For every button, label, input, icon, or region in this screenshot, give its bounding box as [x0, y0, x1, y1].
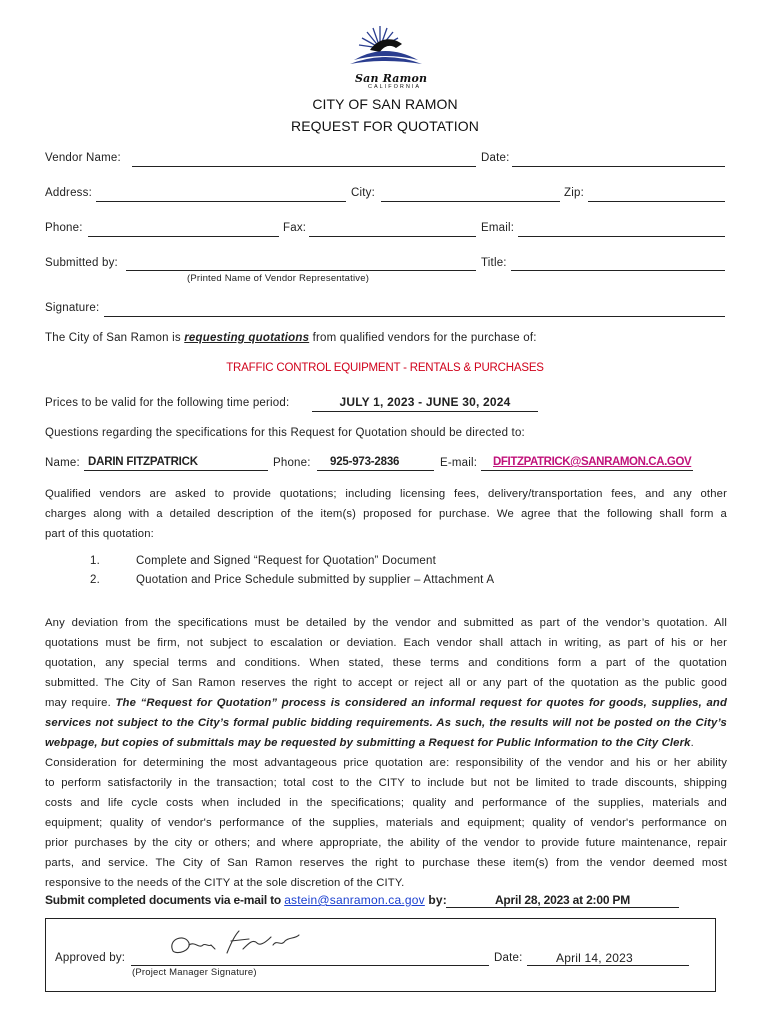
deviation-line: responsive to the needs of the CITY at the sole discretion of the CITY.: [45, 877, 405, 889]
submission-deadline: April 28, 2023 at 2:00 PM: [494, 893, 631, 907]
item-description: TRAFFIC CONTROL EQUIPMENT - RENTALS & PURCHASES: [226, 362, 544, 374]
deviation-line: costs and life cycle costs when included in the specifications; quality and performance of the supplies, materials and: [45, 797, 727, 809]
contact-email-line: [481, 470, 693, 471]
list-number: 2.: [90, 574, 100, 586]
intro-after: from qualified vendors for the purchase of:: [309, 332, 537, 344]
zip-label: Zip:: [564, 187, 584, 199]
submitted-by-label: Submitted by:: [45, 257, 118, 269]
page-title: CITY OF SAN RAMON: [312, 96, 458, 112]
deviation-line: parts, and service. The City of San Ramon reserves the right to purchase these item(s) from the vendor deemed most: [45, 857, 727, 869]
email-label: Email:: [481, 222, 515, 234]
approved-by-label: Approved by:: [55, 952, 126, 964]
city-label: City:: [351, 187, 375, 199]
intro-text: [45, 332, 537, 344]
contact-name-label: Name:: [45, 457, 80, 469]
list-number: 1.: [90, 555, 100, 567]
validity-label: Prices to be valid for the following time period:: [45, 397, 290, 409]
approved-by-line: [131, 965, 489, 966]
deviation-line: quotation, any special terms and conditions. When stated, these terms and conditions form a part of the quotation: [45, 657, 727, 669]
deviation-line: [45, 733, 727, 753]
signature-label: Signature:: [45, 302, 100, 314]
vendor-name-label: Vendor Name:: [45, 152, 121, 164]
deviation-line: [45, 693, 727, 713]
approval-date-line: [527, 965, 689, 966]
city-field[interactable]: [381, 201, 560, 202]
submit-text: Submit completed documents via e-mail to: [45, 893, 285, 907]
phone-label: Phone:: [45, 222, 83, 234]
informal-request-notice: webpage, but copies of submittals may be requested by submitting a Request for Public Information to the City Clerk: [45, 737, 691, 749]
informal-request-notice: services not subject to the City’s formal public bidding requirements. As such, the results will not be posted on the City’s: [45, 717, 727, 729]
deviation-line: Consideration for determining the most advantageous price quotation are: responsibility of the vendor and his or her ability: [45, 757, 727, 769]
address-field[interactable]: [96, 201, 346, 202]
qualified-paragraph: [45, 484, 727, 544]
qualified-line: Qualified vendors are asked to provide quotations; including licensing fees, delivery/transportation fees, and any other: [45, 488, 727, 500]
contact-name-line: [84, 470, 268, 471]
contact-name: DARIN FITZPATRICK: [88, 456, 198, 468]
submitted-by-field[interactable]: [126, 270, 476, 271]
contact-phone-label: Phone:: [273, 457, 311, 469]
fax-field[interactable]: [309, 236, 476, 237]
zip-field[interactable]: [588, 201, 725, 202]
printed-name-note: (Printed Name of Vendor Representative): [187, 273, 370, 284]
title-label: Title:: [481, 257, 507, 269]
intro-emphasis: requesting quotations: [184, 332, 310, 344]
address-label: Address:: [45, 187, 92, 199]
list-item: Complete and Signed “Request for Quotation” Document: [136, 555, 436, 567]
date-label: Date:: [481, 152, 510, 164]
logo-subtitle: CALIFORNIA: [368, 84, 422, 90]
intro-before: The City of San Ramon is: [45, 332, 185, 344]
list-item: Quotation and Price Schedule submitted by supplier – Attachment A: [136, 574, 495, 586]
fax-label: Fax:: [283, 222, 307, 234]
date-field[interactable]: [512, 166, 725, 167]
logo-wordmark: San Ramon: [355, 72, 428, 85]
deviation-line: to perform satisfactorily in the transaction; total cost to the CITY to include but not be limited to trade discounts, shipping: [45, 777, 727, 789]
approval-date: April 14, 2023: [556, 951, 633, 965]
deviation-paragraph: [45, 613, 727, 893]
phone-field[interactable]: [88, 236, 279, 237]
contact-email-label: E-mail:: [440, 457, 478, 469]
deviation-text: .: [690, 737, 694, 749]
qualified-line: charges along with a detailed description of the item(s) proposed for purchase. We agree that the following shall form a: [45, 508, 727, 520]
vendor-name-field[interactable]: [132, 166, 476, 167]
page-subtitle: REQUEST FOR QUOTATION: [291, 118, 479, 134]
title-field[interactable]: [511, 270, 725, 271]
deviation-text: may require.: [45, 697, 116, 709]
validity-line: [312, 411, 538, 412]
validity-value: JULY 1, 2023 - JUNE 30, 2024: [339, 395, 511, 409]
handwritten-signature: [165, 925, 315, 965]
contact-email-link[interactable]: DFITZPATRICK@SANRAMON.CA.GOV: [493, 456, 692, 468]
deadline-line: [446, 907, 679, 908]
signature-field[interactable]: [104, 316, 725, 317]
submit-instructions: [45, 893, 447, 907]
project-manager-note: (Project Manager Signature): [132, 967, 257, 978]
deviation-line: quotations must be firm, not subject to escalation or deviation. Each vendor shall attach in writing, as part of his or her: [45, 637, 727, 649]
approval-date-label: Date:: [494, 952, 523, 964]
deviation-line: equipment; quality of vendor's performance of the supplies, materials and equipment; quality of vendor's performance on: [45, 817, 727, 829]
informal-request-notice: The “Request for Quotation” process is considered an informal request for quotes for goods, supplies, and: [115, 697, 728, 709]
questions-text: Questions regarding the specifications for this Request for Quotation should be directed to:: [45, 427, 525, 439]
submit-by: by:: [424, 893, 447, 907]
deviation-line: prior purchases by the city or others; and where appropriate, the ability of the vendor to provide future maintenance, repair: [45, 837, 727, 849]
contact-phone-line: [317, 470, 434, 471]
email-field[interactable]: [518, 236, 725, 237]
deviation-line: Any deviation from the specifications must be detailed by the vendor and submitted as part of the vendor’s quotation. All: [45, 617, 727, 629]
deviation-line: [45, 713, 727, 733]
deviation-line: submitted. The City of San Ramon reserves the right to accept or reject all or any part of the quotation as the public good: [45, 677, 727, 689]
qualified-line: part of this quotation:: [45, 528, 154, 540]
submit-email-link[interactable]: astein@sanramon.ca.gov: [284, 893, 425, 907]
contact-phone: 925-973-2836: [330, 456, 400, 468]
